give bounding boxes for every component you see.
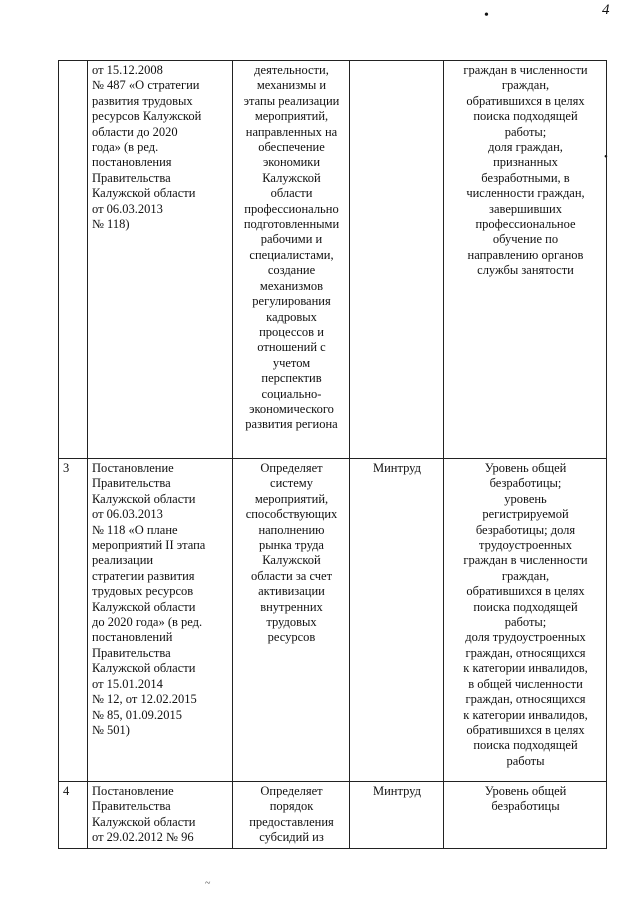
- table-row: [59, 61, 607, 459]
- document-cell: Постановление Правительства Калужской области от 06.03.2013 № 118 «О плане мероприятий II этапа реализации стратегии развития трудовых ресурсов Калужской области до 2020 года» (в ред. постановлений Правительства Калужской области от 15.01.2014 № 12, от 12.02.2015 № 85, 01.09.2015 № 501): [88, 459, 233, 782]
- document-cell: Постановление Правительства Калужской области от 29.02.2012 № 96: [88, 782, 233, 849]
- document-cell: от 15.12.2008 № 487 «О стратегии развития трудовых ресурсов Калужской области до 2020 года» (в ред. постановления Правительства Калужской области от 06.03.2013 № 118): [88, 61, 233, 459]
- indicators-cell: Уровень общей безработицы: [444, 782, 607, 849]
- row-number: 4: [59, 782, 88, 849]
- purpose-cell: деятельности, механизмы и этапы реализации мероприятий, направленных на обеспечение экономики Калужской области профессионально подготовленными рабочими и специалистами, создание механизмов регулирования кадровых процессов и отношений с учетом перспектив социально- экономического развития региона: [233, 61, 350, 459]
- dot-mark: •: [484, 8, 489, 23]
- executor-cell: Минтруд: [350, 459, 444, 782]
- documents-table: [58, 60, 607, 849]
- page-number: 4: [602, 2, 610, 18]
- purpose-cell: Определяет систему мероприятий, способствующих наполнению рынка труда Калужской области за счет активизации внутренних трудовых ресурсов: [233, 459, 350, 782]
- executor-cell: Минтруд: [350, 782, 444, 849]
- side-mark: •: [604, 151, 608, 163]
- row-number: [59, 61, 88, 459]
- table-row: [59, 782, 607, 849]
- row-number: 3: [59, 459, 88, 782]
- executor-cell: [350, 61, 444, 459]
- indicators-cell: граждан в численности граждан, обратившихся в целях поиска подходящей работы; доля граждан, признанных безработными, в численности граждан, завершивших профессиональное обучение по направлению органов службы занятости: [444, 61, 607, 459]
- table-row: [59, 459, 607, 782]
- indicators-cell: Уровень общей безработицы; уровень регистрируемой безработицы; доля трудоустроенных граждан в численности граждан, обратившихся в целях поиска подходящей работы; доля трудоустроенных граждан, относящихся к категории инвалидов, в общей численности граждан, относящихся к категории инвалидов, обратившихся в целях поиска подходящей работы: [444, 459, 607, 782]
- purpose-cell: Определяет порядок предоставления субсидий из: [233, 782, 350, 849]
- bottom-mark: ~: [205, 878, 211, 889]
